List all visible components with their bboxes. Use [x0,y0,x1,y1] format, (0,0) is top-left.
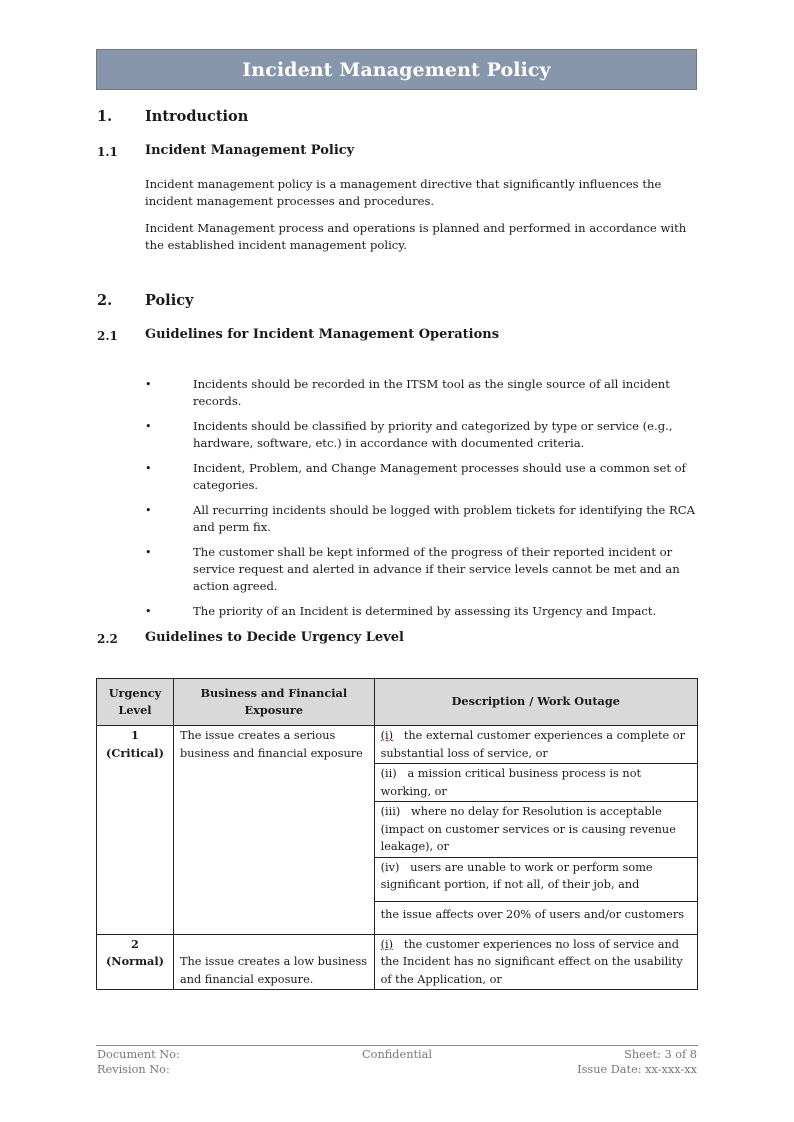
item-marker: (i) [380,729,394,742]
document-title: Incident Management Policy [242,58,551,81]
exposure-text: The issue creates a low business and financial exposure. [179,955,368,986]
bullet-text: All recurring incidents should be logged with problem tickets for identifying the RCA and perm fix. [193,503,695,534]
sheet-number: Sheet: 3 of 8 [624,1048,697,1061]
section-title: Policy [145,292,194,309]
description-cell [374,857,697,901]
bullet-item [145,502,705,536]
document-title-bar [96,49,697,90]
document-number: Document No: [97,1048,180,1061]
guidelines-bullet-list [145,376,705,628]
bullet-item [145,544,705,595]
section-number: 2. [97,292,113,309]
urgency-level-name: (Normal) [105,954,165,968]
item-text: a mission critical business process is not working, or [380,767,642,798]
urgency-level-name: (Critical) [106,745,164,760]
confidential-label: Confidential [362,1048,432,1061]
item-marker: (iv) [380,860,400,874]
section-number: 1. [97,108,113,125]
bullet-item [145,418,705,452]
description-cell [374,726,697,764]
header-business-exposure: Business and Financial Exposure [173,679,374,726]
bullet-text: Incident, Problem, and Change Management processes should use a common set of categories. [193,461,686,492]
bullet-icon: • [145,462,152,475]
section-title: Guidelines to Decide Urgency Level [145,630,404,645]
header-urgency-level: Urgency Level [97,679,174,726]
issue-date: Issue Date: xx-xxx-xx [577,1063,697,1076]
section-title: Guidelines for Incident Management Operations [145,327,500,342]
section-number: 2.1 [97,329,118,343]
item-text: the customer experiences no loss of service and the Incident has no significant effect on the usability of the Application, or [380,937,683,986]
revision-number: Revision No: [97,1063,170,1076]
urgency-level-number: 1 [131,728,139,742]
section-number: 2.2 [97,632,118,646]
exposure-cell: The issue creates a serious business and financial exposure [173,726,374,935]
description-cell [374,934,697,990]
section-title: Introduction [145,108,249,125]
description-cell [374,764,697,802]
item-text: the external customer experiences a complete or substantial loss of service, or [380,729,686,760]
bullet-text: The priority of an Incident is determined by assessing its Urgency and Impact. [193,604,657,618]
exposure-cell [173,934,374,990]
footer-divider [96,1045,698,1046]
bullet-icon: • [145,605,152,618]
urgency-level-number: 2 [131,936,139,951]
item-marker: (i) [380,937,394,951]
bullet-item [145,376,705,410]
bullet-icon: • [145,378,152,391]
item-marker: (iii) [380,805,401,818]
bullet-text: The customer shall be kept informed of the progress of their reported incident or service request and alerted in advance if their service levels cannot be met and an action agreed. [193,545,680,593]
intro-paragraph-2: Incident Management process and operations is planned and performed in accordance with the established incident management policy. [145,221,687,252]
description-cell [374,802,697,858]
table-header-row [97,679,698,726]
bullet-text: Incidents should be recorded in the ITSM tool as the single source of all incident records. [193,377,670,408]
table-row [97,726,698,764]
bullet-icon: • [145,504,152,517]
description-cell: the issue affects over 20% of users and/or customers [374,901,697,934]
section-title: Incident Management Policy [145,143,355,158]
urgency-level-cell [97,726,174,935]
header-description: Description / Work Outage [374,679,697,726]
item-text: users are unable to work or perform some significant portion, if not all, of their job, and [380,860,653,891]
item-text: where no delay for Resolution is acceptable (impact on customer services or is causing revenue leakage), or [380,805,676,853]
item-marker: (ii) [380,767,397,780]
table-row [97,934,698,990]
bullet-icon: • [145,546,152,559]
urgency-level-cell [97,934,174,990]
section-number: 1.1 [97,145,118,159]
urgency-level-table [96,678,698,990]
footer-right [577,1047,697,1077]
bullet-item [145,603,705,620]
intro-paragraph-1: Incident management policy is a management directive that significantly influences the incident management processes and procedures. [145,177,662,208]
bullet-item [145,460,705,494]
bullet-icon: • [145,420,152,433]
bullet-text: Incidents should be classified by priority and categorized by type or service (e.g., hardware, software, etc.) in accordance with documented criteria. [193,419,673,450]
